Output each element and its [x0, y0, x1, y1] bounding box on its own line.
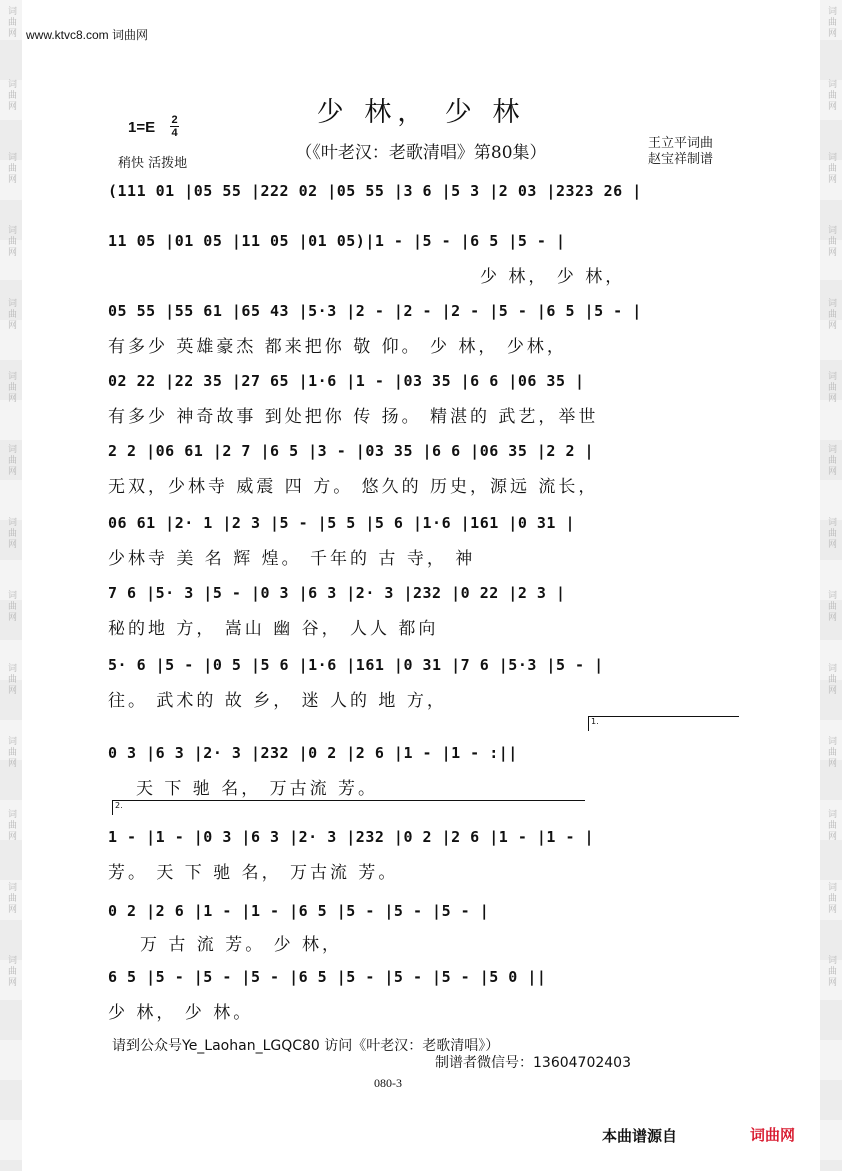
- score-notes-line-7: 7 6 |5· 3 |5 - |0 3 |6 3 |2· 3 |232 |0 22 |2 3 |: [108, 584, 566, 602]
- score-lyrics-line-2: 少 林， 少 林，: [480, 267, 626, 287]
- time-sig-bottom: 4: [171, 127, 178, 139]
- watermark-text: 词曲网: [6, 444, 16, 477]
- watermark-text: 词曲网: [826, 79, 836, 112]
- score-lyrics-line-12: 少 林， 少 林。: [108, 1003, 254, 1023]
- left-watermark-strip: [0, 0, 22, 1171]
- watermark-text: 词曲网: [826, 809, 836, 842]
- watermark-text: 词曲网: [6, 736, 16, 769]
- song-title: 少 林， 少 林: [316, 97, 526, 128]
- right-watermark-strip: [820, 0, 842, 1171]
- score-lyrics-line-5: 无双，少林寺 威震 四 方。 悠久的 历史，源远 流长，: [108, 477, 599, 497]
- first-ending-bracket: 1.: [588, 716, 739, 731]
- footer-note: 请到公众号Ye_Laohan_LGQC80 访问《叶老汉：老歌清唱》）: [112, 1038, 500, 1054]
- watermark-text: 词曲网: [826, 444, 836, 477]
- credits: [648, 136, 713, 168]
- score-notes-line-12: 6 5 |5 - |5 - |5 - |6 5 |5 - |5 - |5 - |5 0 ||: [108, 968, 547, 986]
- watermark-text: 词曲网: [826, 955, 836, 988]
- watermark-text: 词曲网: [826, 6, 836, 39]
- watermark-text: 词曲网: [6, 517, 16, 550]
- song-subtitle: （《叶老汉：老歌清唱》第80集）: [295, 143, 547, 163]
- watermark-text: 词曲网: [6, 371, 16, 404]
- watermark-text: 词曲网: [6, 79, 16, 112]
- watermark-text: 词曲网: [826, 590, 836, 623]
- site-url[interactable]: www.ktvc8.com 词曲网: [26, 28, 149, 42]
- score-notes-line-1: (111 01 |05 55 |222 02 |05 55 |3 6 |5 3 |2 03 |2323 26 |: [108, 182, 642, 200]
- page-number: 080-3: [374, 1076, 402, 1090]
- tempo-marking: 稍快 活拨地: [118, 156, 188, 171]
- score-notes-line-10: 1 - |1 - |0 3 |6 3 |2· 3 |232 |0 2 |2 6 |1 - |1 - |: [108, 828, 595, 846]
- watermark-text: 词曲网: [826, 517, 836, 550]
- watermark-text: 词曲网: [6, 663, 16, 696]
- watermark-text: 词曲网: [6, 225, 16, 258]
- source-site-link[interactable]: 词曲网: [750, 1126, 796, 1144]
- lyricist-credit: 王立平词曲: [648, 136, 714, 151]
- watermark-text: 词曲网: [826, 882, 836, 915]
- watermark-text: 词曲网: [6, 6, 16, 39]
- arranger-wechat: 制谱者微信号：13604702403: [435, 1055, 631, 1071]
- score-lyrics-line-3: 有多少 英雄豪杰 都来把你 敬 仰。 少 林， 少林，: [108, 337, 567, 357]
- watermark-text: 词曲网: [6, 955, 16, 988]
- second-ending-bracket: 2.: [112, 800, 585, 815]
- watermark-text: 词曲网: [826, 152, 836, 185]
- watermark-text: 词曲网: [6, 809, 16, 842]
- key-signature: 1=E: [128, 119, 156, 136]
- score-lyrics-line-7: 秘的地 方， 嵩山 幽 谷， 人人 都向: [108, 619, 439, 639]
- score-notes-line-11: 0 2 |2 6 |1 - |1 - |6 5 |5 - |5 - |5 - |: [108, 902, 490, 920]
- watermark-text: 词曲网: [6, 152, 16, 185]
- watermark-text: 词曲网: [6, 882, 16, 915]
- score-notes-line-4: 02 22 |22 35 |27 65 |1·6 |1 - |03 35 |6 6 |06 35 |: [108, 372, 585, 390]
- time-signature: [170, 114, 179, 139]
- score-lyrics-line-9: 天 下 驰 名， 万古流 芳。: [136, 779, 379, 799]
- watermark-text: 词曲网: [826, 736, 836, 769]
- score-notes-line-9: 0 3 |6 3 |2· 3 |232 |0 2 |2 6 |1 - |1 - :||: [108, 744, 518, 762]
- watermark-text: 词曲网: [826, 663, 836, 696]
- watermark-text: 词曲网: [826, 225, 836, 258]
- score-notes-line-6: 06 61 |2· 1 |2 3 |5 - |5 5 |5 6 |1·6 |161 |0 31 |: [108, 514, 576, 532]
- score-lyrics-line-8: 往。 武术的 故 乡， 迷 人的 地 方，: [108, 691, 447, 711]
- score-lyrics-line-6: 少林寺 美 名 辉 煌。 千年的 古 寺， 神: [108, 549, 476, 569]
- source-label: 本曲谱源自: [602, 1127, 678, 1145]
- score-notes-line-3: 05 55 |55 61 |65 43 |5·3 |2 - |2 - |2 - |5 - |6 5 |5 - |: [108, 302, 642, 320]
- arranger-credit: 赵宝祥制谱: [648, 152, 714, 167]
- score-lyrics-line-4: 有多少 神奇故事 到处把你 传 扬。 精湛的 武艺，举世: [108, 407, 599, 427]
- score-lyrics-line-10: 芳。 天 下 驰 名， 万古流 芳。: [108, 863, 399, 883]
- score-notes-line-5: 2 2 |06 61 |2 7 |6 5 |3 - |03 35 |6 6 |06 35 |2 2 |: [108, 442, 595, 460]
- score-notes-line-8: 5· 6 |5 - |0 5 |5 6 |1·6 |161 |0 31 |7 6 |5·3 |5 - |: [108, 656, 604, 674]
- watermark-text: 词曲网: [826, 371, 836, 404]
- watermark-text: 词曲网: [826, 298, 836, 331]
- score-notes-line-2: 11 05 |01 05 |11 05 |01 05)|1 - |5 - |6 5 |5 - |: [108, 232, 566, 250]
- score-lyrics-line-11: 万 古 流 芳。 少 林，: [140, 935, 343, 955]
- watermark-text: 词曲网: [6, 298, 16, 331]
- time-sig-top: 2: [171, 114, 178, 126]
- watermark-text: 词曲网: [6, 590, 16, 623]
